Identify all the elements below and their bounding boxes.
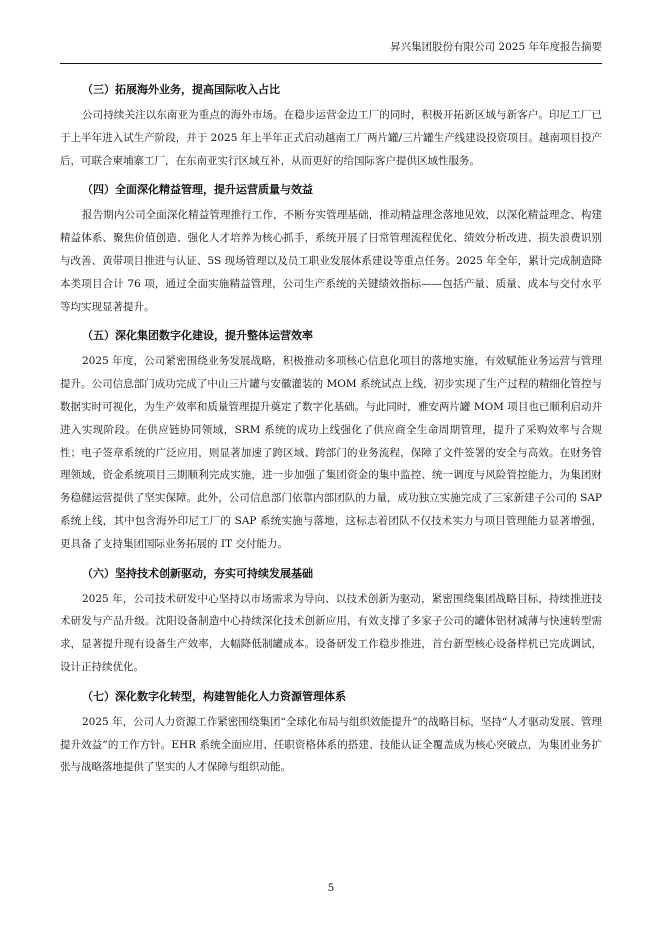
section-paragraph: 2025 年度，公司紧密围绕业务发展战略，积极推动多项核心信息化项目的落地实施，有效赋能业务运营与管理提升。公司信息部门成功完成了中山三片罐与安徽灌装的 MOM 系统试点上线，初步实现了生产过程的精细化管控与数据实时可视化，为生产效率和质量管理提升奠定了数字化基础。与此同时，雅安两片罐 MOM 项目也已顺利启动并进入实现阶段。在供应链协同领域，SRM 系统的成功上线强化了供应商全生命周期管理，提升了采购效率与合规性；电子签章系统的广泛应用，则显著加速了跨区域、跨部门的业务流程，保障了文件签署的安全与高效。在财务管理领域，资金系统项目三期顺利完成实施，进一步加强了集团资金的集中监控、统一调度与风险管控能力，为集团财务稳健运营提供了坚实保障。此外，公司信息部门依靠内部团队的力量，成功独立实施完成了三家新建子公司的 SAP 系统上线，其中包含海外印尼工厂的 SAP 系统实施与落地，这标志着团队不仅技术实力与项目管理能力显著增强，更具备了支持集团国际业务拓展的 IT 交付能力。 [60, 355, 602, 550]
section-heading: （四）全面深化精益管理，提升运营质量与效益 [82, 183, 313, 197]
section-paragraph: 公司持续关注以东南亚为重点的海外市场。在稳步运营金边工厂的同时，积极开拓新区域与新客户。印尼工厂已于上半年进入试生产阶段，并于 2025 年上半年正式启动越南工厂两片罐/三片罐生产线建设投资项目。越南项目投产后，可联合柬埔寨工厂，在东南亚实行区域互补，从而更好的给国际客户提供区域性服务。 [60, 109, 602, 167]
section-heading: （七）深化数字化转型，构建智能化人力资源管理体系 [82, 689, 346, 703]
section-hr-digital [60, 689, 602, 779]
section-lean-management [60, 182, 602, 318]
section-overseas-business [60, 82, 602, 172]
report-header-title: 昇兴集团股份有限公司 2025 年年度报告摘要 [390, 41, 602, 53]
page-number: 5 [327, 882, 335, 894]
section-paragraph: 2025 年，公司人力资源工作紧密围绕集团“全球化布局与组织效能提升”的战略目标，坚持“人才驱动发展、管理提升效益”的工作方针。EHR 系统全面应用、任职资格体系的搭建、技能认证全覆盖成为核心突破点，为集团业务扩张与战略落地提供了坚实的人才保障与组织动能。 [60, 715, 602, 774]
report-body [60, 82, 602, 789]
section-heading: （三）拓展海外业务，提高国际收入占比 [82, 83, 280, 96]
header-divider [60, 63, 602, 64]
section-heading: （六）坚持技术创新驱动，夯实可持续发展基础 [82, 566, 313, 580]
section-paragraph: 报告期内公司全面深化精益管理推行工作，不断夯实管理基础，推动精益理念落地见效，以深化精益理念、构建精益体系、聚焦价值创造、强化人才培养为核心抓手，系统开展了日常管理流程优化、绩效分析改进、损失浪费识别与改善、黄带项目推进与认证、5S 现场管理以及员工职业发展体系建设等重点任务。2025 年全年，累计完成制造降本类项目合计 76 项，通过全面实施精益管理，公司生产系统的关键绩效指标——包括产量、质量、成本与交付水平等均实现显著提升。 [60, 209, 602, 313]
section-heading: （五）深化集团数字化建设，提升整体运营效率 [82, 329, 313, 343]
section-digital-construction [60, 328, 602, 555]
section-paragraph: 2025 年，公司技术研发中心坚持以市场需求为导向、以技术创新为驱动，紧密围绕集团战略目标，持续推进技术研发与产品升级。沈阳设备制造中心持续深化技术创新应用，有效支撑了多家子公司的罐体铝材减薄与快速转型需求，显著提升现有设备生产效率，大幅降低制罐成本。设备研发工作稳步推进，首台新型核心设备样机已完成调试，设计正持续优化。 [60, 592, 602, 673]
section-technology-innovation [60, 566, 602, 679]
